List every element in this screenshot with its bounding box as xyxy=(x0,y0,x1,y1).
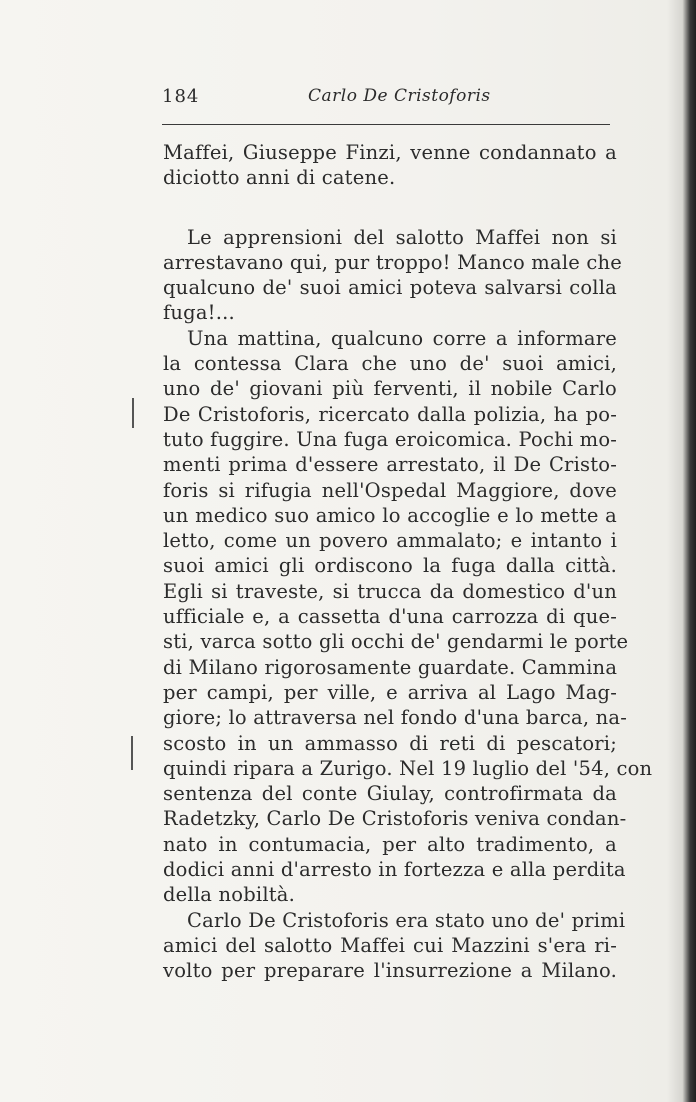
page-number: 184 xyxy=(162,86,200,107)
text-line: menti prima d'essere arrestato, il De Cristo- xyxy=(163,453,617,477)
text-line: fuga!... xyxy=(163,301,235,325)
page-binding-edge xyxy=(666,0,696,1102)
text-line: quindi ripara a Zurigo. Nel 19 luglio del '54, con xyxy=(163,756,653,780)
text-line: dodici anni d'arresto in fortezza e alla perdita xyxy=(163,858,626,882)
text-line: letto, come un povero ammalato; e intanto i xyxy=(163,529,617,553)
text-line: di Milano rigorosamente guardate. Cammina xyxy=(163,655,618,679)
text-line: sti, varca sotto gli occhi de' gendarmi le porte xyxy=(163,630,629,654)
text-line: ufficiale e, a cassetta d'una carrozza di que- xyxy=(163,605,617,629)
margin-pencil-mark xyxy=(132,398,134,428)
text-line: Le apprensioni del salotto Maffei non si xyxy=(187,225,617,249)
text-line: Maffei, Giuseppe Finzi, venne condannato a xyxy=(163,141,617,164)
text-line: amici del salotto Maffei cui Mazzini s'era ri- xyxy=(163,933,617,957)
text-line: per campi, per ville, e arriva al Lago Mag- xyxy=(163,680,617,704)
text-line: Egli si traveste, si trucca da domestico d'un xyxy=(163,579,617,603)
text-line: volto per preparare l'insurrezione a Milano. xyxy=(163,959,617,983)
text-line: qualcuno de' suoi amici poteva salvarsi colla xyxy=(163,276,617,300)
text-line: uno de' giovani più ferventi, il nobile Carlo xyxy=(163,377,617,401)
text-line: sentenza del conte Giulay, controfirmata da xyxy=(163,782,617,806)
header-rule xyxy=(162,124,610,125)
text-line: De Cristoforis, ricercato dalla polizia, ha po- xyxy=(163,402,617,426)
text-line: Radetzky, Carlo De Cristoforis veniva condan- xyxy=(163,807,627,831)
text-line: della nobiltà. xyxy=(163,883,296,907)
text-line: scosto in un ammasso di reti di pescatori; xyxy=(163,731,617,755)
text-line: foris si rifugia nell'Ospedal Maggiore, dove xyxy=(163,478,617,502)
text-line: Carlo De Cristoforis era stato uno de' primi xyxy=(187,908,626,932)
text-line: la contessa Clara che uno de' suoi amici, xyxy=(163,352,617,376)
text-line: diciotto anni di catene. xyxy=(163,166,396,190)
page-header xyxy=(162,86,612,114)
running-title: Carlo De Cristoforis xyxy=(308,86,491,106)
text-line: Una mattina, qualcuno corre a informare xyxy=(187,326,617,350)
margin-pencil-mark xyxy=(131,736,133,770)
text-line: arrestavano qui, pur troppo! Manco male che xyxy=(163,250,623,274)
text-line: un medico suo amico lo accoglie e lo mette a xyxy=(163,503,617,527)
text-line: nato in contumacia, per alto tradimento, a xyxy=(163,832,617,856)
body-text xyxy=(163,140,653,984)
text-line: tuto fuggire. Una fuga eroicomica. Pochi mo- xyxy=(163,427,618,451)
text-line: giore; lo attraversa nel fondo d'una barca, na- xyxy=(163,706,628,730)
paragraph-gap xyxy=(163,191,617,225)
text-line: suoi amici gli ordiscono la fuga dalla città. xyxy=(163,554,617,578)
